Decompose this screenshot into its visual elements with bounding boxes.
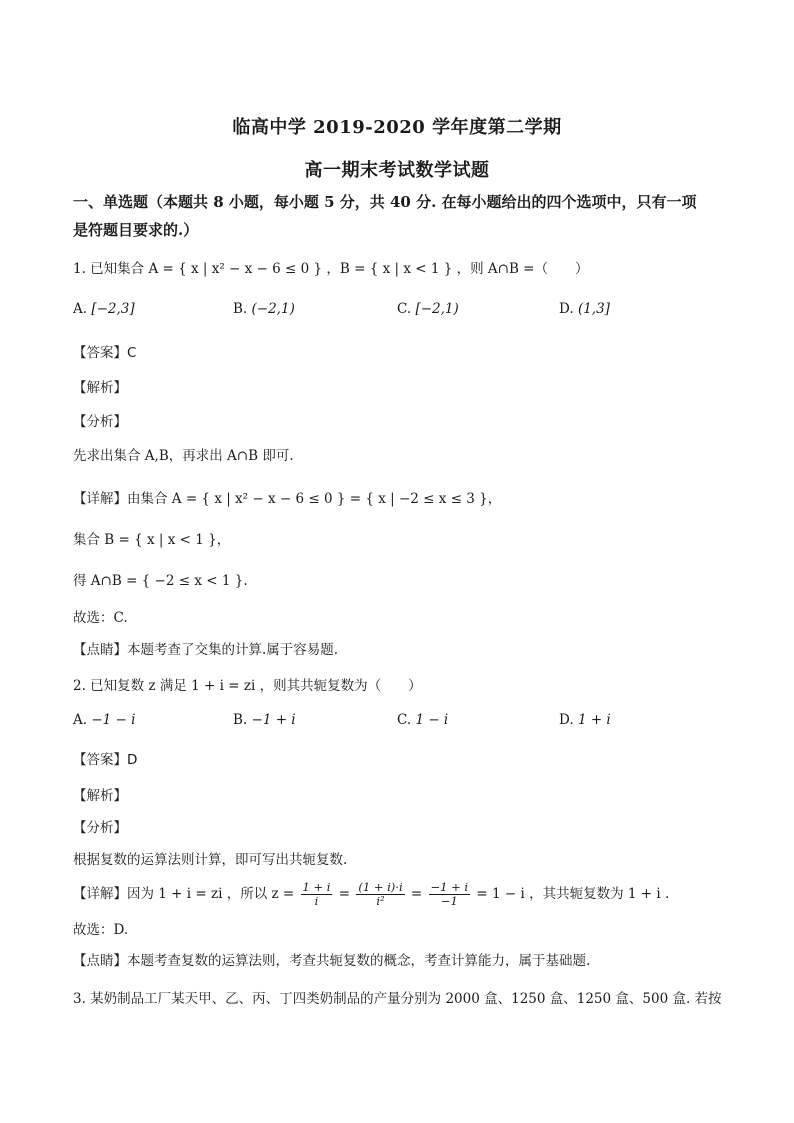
- q1-jiexi-tag: 【解析】: [73, 380, 127, 396]
- exam-title-line1: 临高中学 2019-2020 学年度第二学期: [232, 117, 562, 138]
- q1-dianjing: 【点睛】本题考查了交集的计算.属于容易题.: [73, 642, 339, 658]
- q1-answer: 【答案】C: [73, 345, 137, 361]
- q2-xiangjie-suffix: = 1 − i ，其共轭复数为 1 + i .: [476, 886, 670, 902]
- q1-choice-c: C. [−2,1): [397, 301, 459, 317]
- q2-guxuan: 故选：D.: [73, 922, 129, 938]
- q1-xiangjie: 【详解】由集合 A = { x | x² − x − 6 ≤ 0 } = { x | −2 ≤ x ≤ 3 }，: [73, 491, 502, 507]
- q1-choice-a: A. [−2,3]: [73, 301, 135, 317]
- q2-fraction-3: $\frac{-1 + i}{-1}$: [430, 880, 469, 908]
- q2-xiangjie-prefix: 【详解】因为 1 + i = zi ，所以 z =: [73, 886, 295, 902]
- q2-fraction-2: $\frac{(1 + i)\cdot i}{\text{i²}}$: [358, 880, 403, 908]
- q2-choice-a: A. −1 − i: [73, 712, 136, 728]
- q1-fenxi-tag: 【分析】: [73, 414, 127, 430]
- q1-step2: 集合 B = { x | x < 1 }，: [73, 532, 231, 548]
- q1-choice-b: B. (−2,1): [233, 301, 295, 317]
- q1-stem: 1. 已知集合 A = { x | x² − x − 6 ≤ 0 } ，B = { x | x < 1 } ，则 A∩B =（ ）: [73, 261, 589, 277]
- q2-answer: 【答案】D: [73, 752, 138, 768]
- q2-choices: [73, 712, 733, 734]
- q2-stem: 2. 已知复数 z 满足 1 + i = zi ，则其共轭复数为（ ）: [73, 678, 422, 694]
- q2-jiexi-tag: 【解析】: [73, 788, 127, 804]
- q2-dianjing: 【点睛】本题考查复数的运算法则，考查共轭复数的概念，考查计算能力，属于基础题.: [73, 953, 591, 969]
- q1-step3: 得 A∩B = { −2 ≤ x < 1 }.: [73, 573, 248, 589]
- q2-choice-d: D. 1 + i: [559, 712, 611, 728]
- q1-choices: [73, 301, 733, 323]
- section-heading-line2: 是符题目要求的.）: [73, 221, 199, 239]
- q2-xiangjie: 【详解】因为 1 + i = zi ，所以 z = $\frac{1 + i}{i}$ = $\frac{(1 + i)\cdot i}{\text{i²}}$ = $\frac{-1 + i}{-1}$ = 1 − i ，其共轭复数为 1 + i .: [73, 880, 670, 908]
- q2-fenxi-tag: 【分析】: [73, 820, 127, 836]
- q2-choice-c: C. 1 − i: [397, 712, 449, 728]
- q1-fenxi: 先求出集合 A,B，再求出 A∩B 即可.: [73, 448, 294, 464]
- q2-fraction-1: $\frac{1 + i}{i}$: [302, 880, 331, 908]
- q1-choice-d: D. (1,3]: [559, 301, 610, 317]
- q1-guxuan: 故选：C.: [73, 610, 128, 626]
- q2-choice-b: B. −1 + i: [233, 712, 296, 728]
- q2-fenxi: 根据复数的运算法则计算，即可写出共轭复数.: [73, 852, 348, 868]
- exam-title-line2: 高一期末考试数学试题: [304, 160, 490, 181]
- q3-stem: 3. 某奶制品工厂某天甲、乙、丙、丁四类奶制品的产量分别为 2000 盒、1250 盒、1250 盒、500 盒. 若按: [73, 991, 722, 1007]
- section-heading-line1: 一、单选题（本题共 8 小题，每小题 5 分，共 40 分. 在每小题给出的四个选项中，只有一项: [73, 193, 697, 211]
